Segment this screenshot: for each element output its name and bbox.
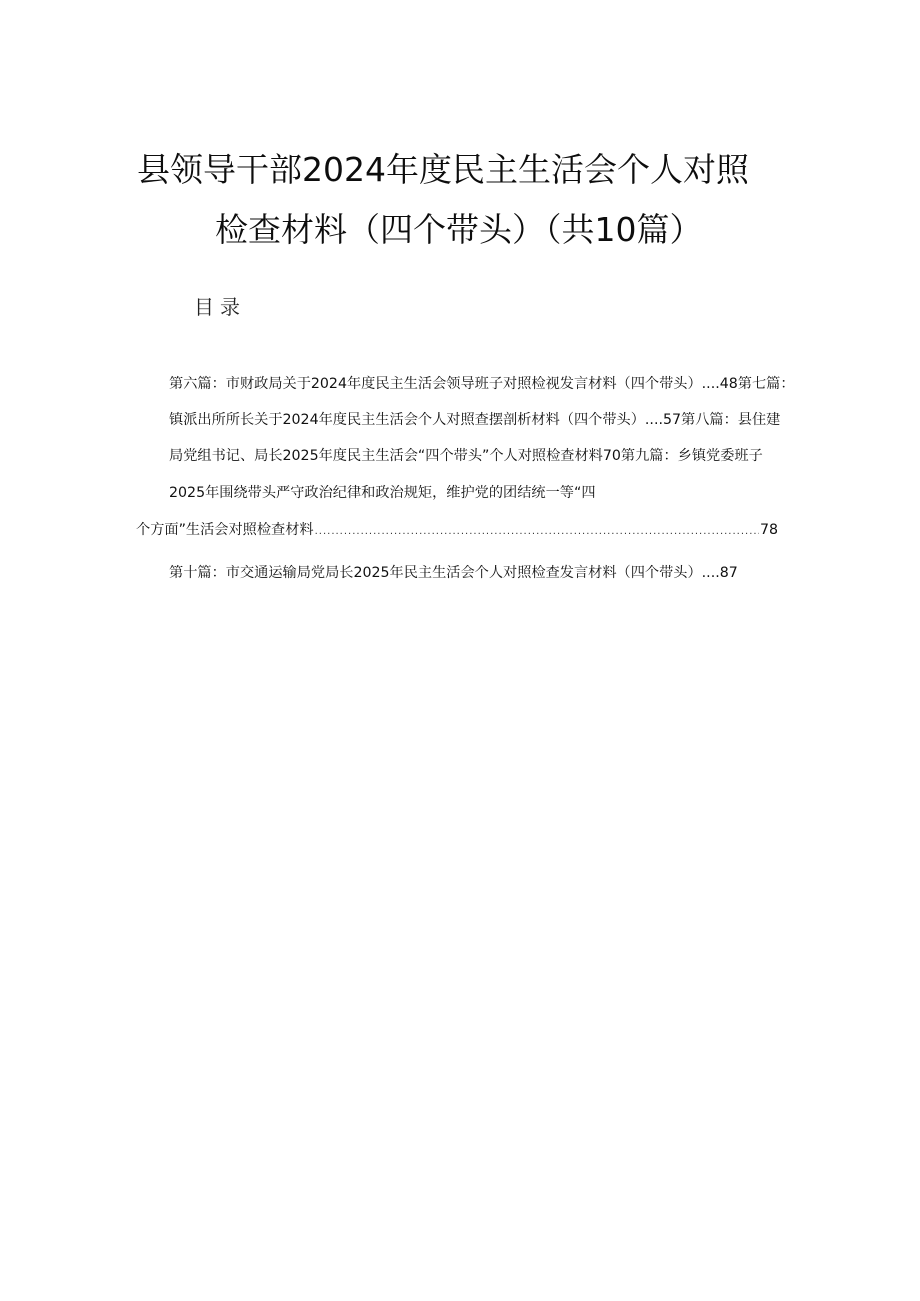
- toc-entry-text: 个方面”生活会对照检查材料: [136, 522, 314, 538]
- document-title-line-1: 县领导干部2024年度民主生活会个人对照: [137, 150, 749, 189]
- toc-entry-page-number: 78: [759, 522, 778, 538]
- document-title-line-2: 检查材料（四个带头）（共10篇）: [215, 210, 703, 249]
- toc-heading: 目录: [194, 295, 246, 319]
- toc-line: 2025年围绕带头严守政治纪律和政治规矩，维护党的团结统一等“四: [169, 485, 596, 501]
- toc-line: 局党组书记、局长2025年度民主生活会“四个带头”个人对照检查材料70第九篇：乡镇党委班子: [169, 448, 763, 464]
- toc-dot-leader: [315, 522, 759, 542]
- toc-entry-with-leader: [136, 520, 778, 542]
- toc-line: 第六篇：市财政局关于2024年度民主生活会领导班子对照检视发言材料（四个带头）....48第七篇：: [169, 376, 795, 392]
- toc-line: 第十篇：市交通运输局党局长2025年民主生活会个人对照检查发言材料（四个带头）....87: [169, 565, 738, 581]
- toc-line: 镇派出所所长关于2024年度民主生活会个人对照查摆剖析材料（四个带头）....57第八篇：县住建: [169, 412, 781, 428]
